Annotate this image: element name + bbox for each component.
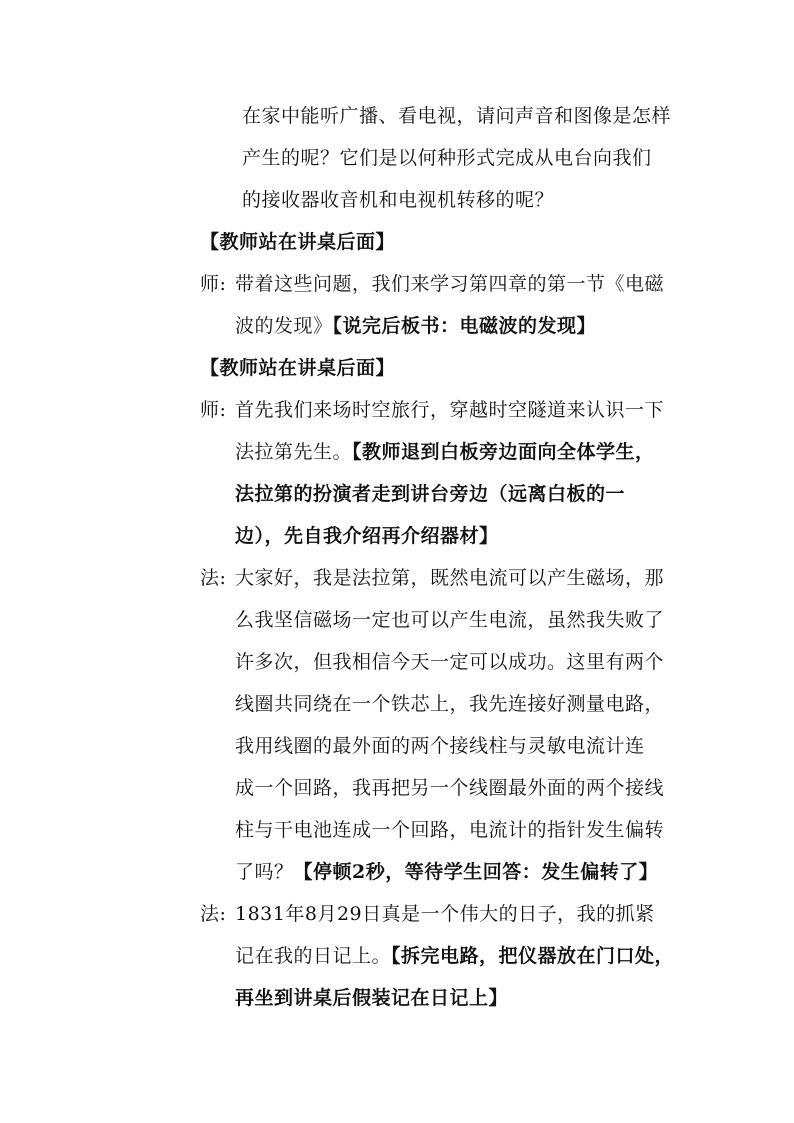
line-text: 首先我们来场时空旅行，穿越时空隧道来认识一下 <box>235 399 665 421</box>
line-text: 带着这些问题，我们来学习第四章的第一节《电磁 <box>235 273 665 295</box>
text-line <box>235 776 664 800</box>
text-line <box>235 860 658 884</box>
line-text: 1831年8月29日真是一个伟大的日子，我的抓紧 <box>235 903 655 925</box>
dialogue-line <box>200 272 664 296</box>
line-text: 法拉第先生。 <box>235 441 353 463</box>
line-text: 线圈共同绕在一个铁芯上，我先连接好测量电路， <box>235 693 665 715</box>
line-text: 波的发现》 <box>235 315 333 337</box>
stage-direction <box>200 230 395 254</box>
speaker-label: 法: <box>200 567 227 589</box>
text-line <box>235 944 674 968</box>
stage-direction <box>200 356 395 380</box>
dialogue-line <box>200 566 664 590</box>
line-text: 产生的呢？它们是以何种形式完成从电台向我们 <box>242 147 652 169</box>
stage-direction <box>235 482 625 506</box>
text-line <box>235 608 664 632</box>
line-text: 大家好，我是法拉第，既然电流可以产生磁场，那 <box>235 567 665 589</box>
text-line <box>235 692 664 716</box>
line-text: 柱与干电池连成一个回路，电流计的指针发生偏转 <box>235 819 665 841</box>
stage-direction-text: 【教师站在讲桌后面】 <box>200 231 396 253</box>
line-text: 在家中能听广播、看电视，请问声音和图像是怎样 <box>242 105 672 127</box>
stage-direction-text: 法拉第的扮演者走到讲台旁边（远离白板的一 <box>235 483 626 505</box>
stage-direction-text: 【拆完电路，把仪器放在门口处， <box>391 945 675 967</box>
stage-direction <box>235 986 508 1010</box>
stage-direction <box>235 524 499 548</box>
text-line <box>242 188 554 212</box>
stage-direction-text: 【停顿2秒，等待学生回答：发生偏转了】 <box>293 861 659 883</box>
stage-direction-text: 【教师退到白板旁边面向全体学生， <box>352 441 655 463</box>
text-line <box>235 734 645 758</box>
dialogue-line <box>200 398 664 422</box>
line-text: 记在我的日记上。 <box>235 945 392 967</box>
text-line <box>242 104 671 128</box>
text-line <box>235 440 655 464</box>
stage-direction-text: 【说完后板书：电磁波的发现】 <box>332 315 597 337</box>
line-text: 了吗？ <box>235 861 294 883</box>
stage-direction-text: 边），先自我介绍再介绍器材】 <box>235 525 499 547</box>
stage-direction-text: 【教师站在讲桌后面】 <box>200 357 396 379</box>
text-line <box>235 818 664 842</box>
dialogue-line <box>200 902 655 926</box>
text-line <box>235 650 664 674</box>
text-line <box>242 146 652 170</box>
speaker-label: 法: <box>200 903 227 925</box>
line-text: 我用线圈的最外面的两个接线柱与灵敏电流计连 <box>235 735 645 757</box>
text-line <box>235 314 596 338</box>
line-text: 的接收器收音机和电视机转移的呢？ <box>242 189 555 211</box>
speaker-label: 师: <box>200 273 227 295</box>
line-text: 成一个回路，我再把另一个线圈最外面的两个接线 <box>235 777 665 799</box>
line-text: 许多次，但我相信今天一定可以成功。这里有两个 <box>235 651 665 673</box>
line-text: 么我坚信磁场一定也可以产生电流，虽然我失败了 <box>235 609 665 631</box>
speaker-label: 师: <box>200 399 227 421</box>
stage-direction-text: 再坐到讲桌后假装记在日记上】 <box>235 987 509 1009</box>
